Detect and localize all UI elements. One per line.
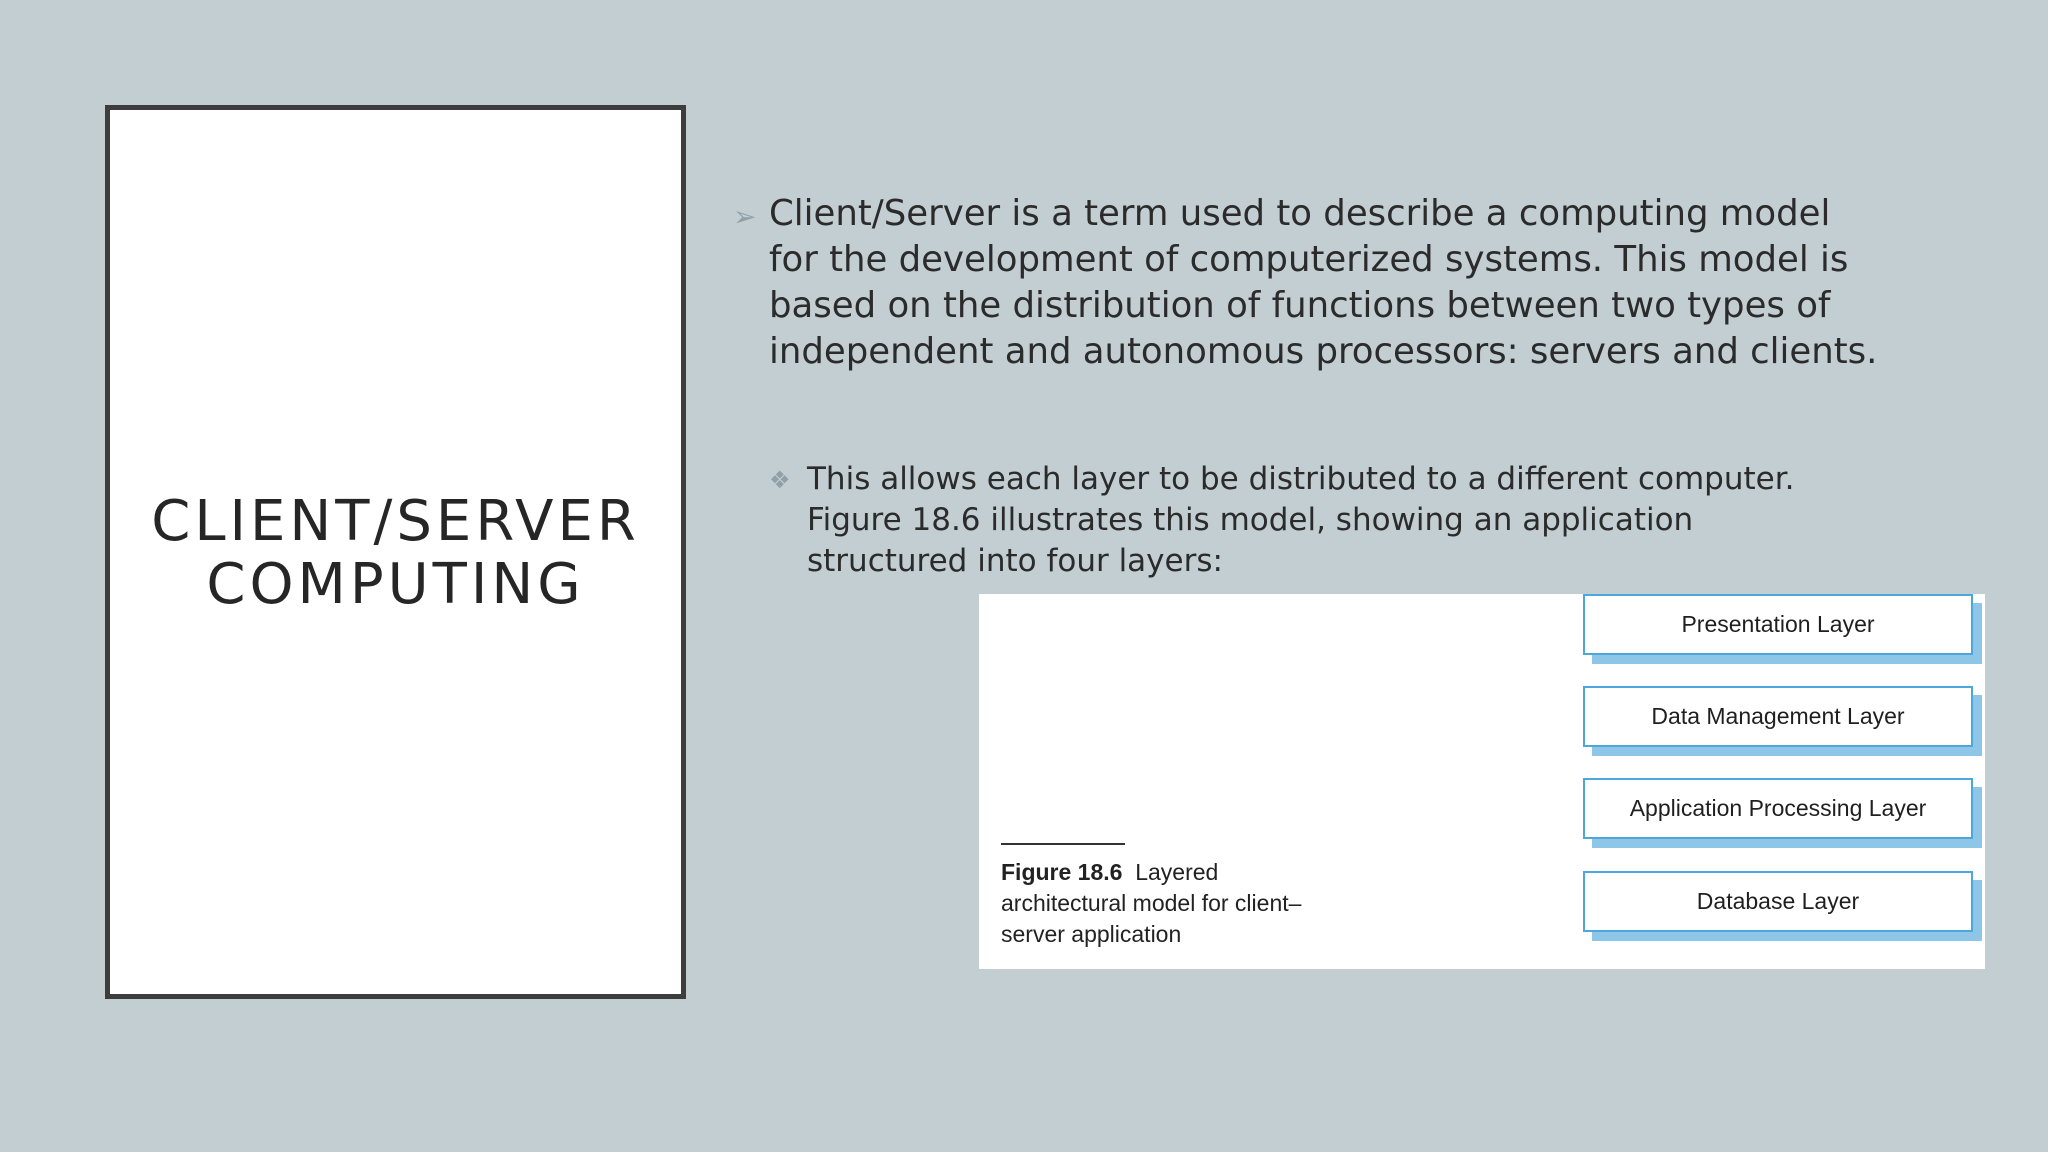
caption-text: Layered architectural model for client–server application [1001,859,1302,947]
slide-title-line-2: COMPUTING [206,552,585,617]
sub-bullet [769,459,1859,582]
slide-title-line-1: CLIENT/SERVER [151,489,640,554]
slide-title [151,490,640,616]
main-bullet [733,191,1883,375]
sub-bullet-text: This allows each layer to be distributed to a different computer. Figure 18.6 illustrates this model, showing an application structured into four layers: [807,461,1795,579]
caption-rule [1001,843,1125,845]
layer-box-database: Database Layer [1583,871,1973,932]
layer-box-application-processing: Application Processing Layer [1583,778,1973,839]
layer-figure [979,594,1985,969]
figure-caption [1001,857,1331,950]
diamond-bullet-icon: ❖ [769,466,791,494]
layer-box-presentation: Presentation Layer [1583,594,1973,655]
arrow-bullet-icon: ➢ [733,200,757,233]
title-card [105,105,686,999]
main-bullet-text: Client/Server is a term used to describe a computing model for the development of computerized systems. This model is based on the distribution of functions between two types of independent and autonomous processors: servers and clients. [769,193,1878,372]
caption-label: Figure 18.6 [1001,859,1123,885]
layer-box-data-management: Data Management Layer [1583,686,1973,747]
